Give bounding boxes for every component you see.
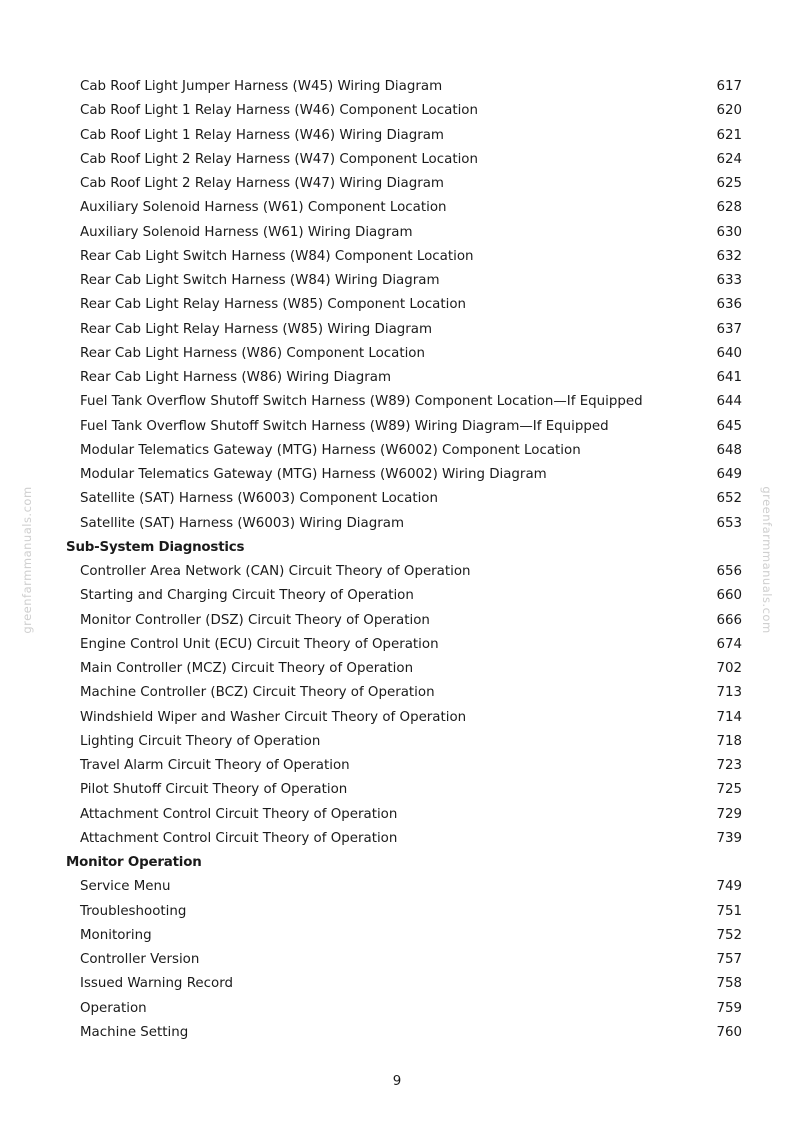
entry-page-number: 713: [716, 685, 742, 701]
entry-page-number: 620: [716, 103, 742, 119]
entry-page-number: 641: [716, 370, 742, 385]
entry-title: Cab Roof Light 2 Relay Harness (W47) Wiring Diagram: [80, 176, 444, 191]
entry-title: Engine Control Unit (ECU) Circuit Theory of Operation: [80, 636, 439, 652]
toc-entry[interactable]: [0, 390, 794, 414]
entry-page-number: 666: [716, 612, 742, 628]
toc-entry[interactable]: [0, 706, 794, 730]
toc-entry[interactable]: [0, 172, 794, 196]
entry-page-number: 645: [716, 418, 742, 434]
toc-entry[interactable]: [0, 342, 794, 366]
entry-page-number: 649: [716, 467, 742, 482]
entry-page-number: 636: [716, 297, 742, 313]
entry-page-number: 757: [716, 952, 742, 967]
entry-title: Cab Roof Light 2 Relay Harness (W47) Component Location: [80, 151, 478, 167]
entry-page-number: 640: [716, 345, 742, 361]
entry-page-number: 752: [716, 927, 742, 943]
entry-page-number: 749: [716, 879, 742, 895]
toc-entry[interactable]: [0, 366, 794, 390]
toc-entry[interactable]: [0, 124, 794, 148]
toc-entry[interactable]: [0, 948, 794, 972]
toc-entry[interactable]: [0, 269, 794, 293]
entry-page-number: 759: [716, 1000, 742, 1016]
toc-entry[interactable]: [0, 681, 794, 705]
entry-title: Service Menu: [80, 879, 171, 895]
entry-page-number: 674: [716, 636, 742, 652]
toc-entry[interactable]: [0, 657, 794, 681]
entry-page-number: 637: [716, 321, 742, 337]
toc-entry[interactable]: [0, 75, 794, 99]
entry-page-number: 617: [716, 79, 742, 94]
toc-entry[interactable]: [0, 778, 794, 802]
entry-page-number: 648: [716, 442, 742, 458]
entry-page-number: 656: [716, 564, 742, 579]
entry-title: Attachment Control Circuit Theory of Operation: [80, 806, 398, 822]
toc-entry[interactable]: [0, 900, 794, 924]
toc-entry[interactable]: [0, 221, 794, 245]
toc-entry[interactable]: [0, 245, 794, 269]
entry-title: Satellite (SAT) Harness (W6003) Component Location: [80, 491, 438, 507]
entry-title: Rear Cab Light Relay Harness (W85) Component Location: [80, 297, 467, 313]
toc-entry[interactable]: [0, 196, 794, 220]
toc-entry[interactable]: [0, 827, 794, 851]
entry-title: Satellite (SAT) Harness (W6003) Wiring Diagram: [80, 515, 404, 531]
entry-page-number: 652: [716, 491, 742, 507]
entry-title: Windshield Wiper and Washer Circuit Theory of Operation: [80, 709, 467, 725]
toc-entry[interactable]: [0, 924, 794, 948]
entry-title: Modular Telematics Gateway (MTG) Harness (W6002) Component Location: [80, 442, 581, 458]
toc-entry[interactable]: [0, 875, 794, 899]
toc-entry[interactable]: [0, 318, 794, 342]
entry-title: Auxiliary Solenoid Harness (W61) Wiring Diagram: [80, 224, 413, 240]
toc-entry[interactable]: [0, 99, 794, 123]
entry-title: Cab Roof Light 1 Relay Harness (W46) Component Location: [80, 103, 478, 119]
entry-title: Main Controller (MCZ) Circuit Theory of Operation: [80, 661, 414, 676]
toc-section-heading: [0, 851, 794, 875]
entry-title: Rear Cab Light Switch Harness (W84) Wiring Diagram: [80, 273, 440, 288]
toc-entry[interactable]: [0, 633, 794, 657]
toc-entry[interactable]: [0, 972, 794, 996]
entry-page-number: 660: [716, 588, 742, 604]
toc-entry[interactable]: [0, 463, 794, 487]
entry-page-number: 633: [716, 273, 742, 288]
toc-entry[interactable]: [0, 754, 794, 778]
toc-entry[interactable]: [0, 487, 794, 511]
entry-title: Modular Telematics Gateway (MTG) Harness (W6002) Wiring Diagram: [80, 467, 547, 482]
entry-title: Issued Warning Record: [80, 976, 233, 992]
entry-page-number: 630: [716, 224, 742, 240]
entry-title: Auxiliary Solenoid Harness (W61) Component Location: [80, 200, 447, 216]
entry-title: Controller Version: [80, 952, 200, 967]
entry-page-number: 758: [716, 976, 742, 992]
entry-title: Operation: [80, 1000, 147, 1016]
entry-page-number: 644: [716, 394, 742, 410]
entry-page-number: 718: [716, 733, 742, 749]
entry-title: Fuel Tank Overflow Shutoff Switch Harness (W89) Wiring Diagram—If Equipped: [80, 418, 609, 434]
toc-entry[interactable]: [0, 730, 794, 754]
entry-title: Fuel Tank Overflow Shutoff Switch Harness (W89) Component Location—If Equipped: [80, 394, 643, 410]
toc-entry[interactable]: [0, 512, 794, 536]
section-title: Sub-System Diagnostics: [66, 539, 245, 555]
entry-page-number: 632: [716, 248, 742, 264]
toc-section-heading: [0, 536, 794, 560]
entry-page-number: 729: [716, 806, 742, 822]
entry-title: Machine Controller (BCZ) Circuit Theory of Operation: [80, 685, 435, 701]
entry-page-number: 702: [716, 661, 742, 676]
section-title: Monitor Operation: [66, 855, 202, 870]
entry-title: Rear Cab Light Harness (W86) Component Location: [80, 345, 425, 361]
entry-title: Attachment Control Circuit Theory of Operation: [80, 830, 398, 846]
page-number: 9: [392, 1074, 402, 1089]
entry-page-number: 739: [716, 830, 742, 846]
entry-title: Cab Roof Light Jumper Harness (W45) Wiring Diagram: [80, 79, 443, 94]
entry-page-number: 723: [716, 758, 742, 773]
entry-page-number: 653: [716, 515, 742, 531]
entry-title: Rear Cab Light Switch Harness (W84) Component Location: [80, 248, 474, 264]
entry-title: Travel Alarm Circuit Theory of Operation: [80, 758, 350, 773]
entry-page-number: 628: [716, 200, 742, 216]
toc-entry[interactable]: [0, 584, 794, 608]
entry-title: Lighting Circuit Theory of Operation: [80, 733, 321, 749]
toc-entry[interactable]: [0, 439, 794, 463]
entry-title: Controller Area Network (CAN) Circuit Theory of Operation: [80, 564, 471, 579]
entry-title: Monitor Controller (DSZ) Circuit Theory of Operation: [80, 612, 430, 628]
entry-page-number: 625: [716, 176, 742, 191]
entry-title: Pilot Shutoff Circuit Theory of Operation: [80, 782, 348, 798]
watermark-left: greenfarmmanuals.com: [20, 486, 34, 634]
entry-title: Starting and Charging Circuit Theory of Operation: [80, 588, 414, 604]
table-of-contents: [0, 75, 794, 1045]
toc-entry[interactable]: [0, 609, 794, 633]
entry-title: Troubleshooting: [80, 903, 187, 919]
entry-page-number: 725: [716, 782, 742, 798]
entry-title: Rear Cab Light Relay Harness (W85) Wiring Diagram: [80, 321, 433, 337]
toc-entry[interactable]: [0, 803, 794, 827]
watermark-right: greenfarmmanuals.com: [760, 486, 774, 634]
entry-title: Rear Cab Light Harness (W86) Wiring Diagram: [80, 370, 391, 385]
toc-entry[interactable]: [0, 997, 794, 1021]
toc-entry[interactable]: [0, 148, 794, 172]
entry-title: Cab Roof Light 1 Relay Harness (W46) Wiring Diagram: [80, 127, 444, 143]
entry-title: Machine Setting: [80, 1024, 189, 1040]
toc-entry[interactable]: [0, 293, 794, 317]
toc-entry[interactable]: [0, 560, 794, 584]
entry-page-number: 751: [716, 903, 742, 919]
entry-page-number: 714: [716, 709, 742, 725]
entry-page-number: 624: [716, 151, 742, 167]
entry-title: Monitoring: [80, 927, 152, 943]
toc-entry[interactable]: [0, 1021, 794, 1045]
entry-page-number: 760: [716, 1024, 742, 1040]
entry-page-number: 621: [716, 127, 742, 143]
toc-entry[interactable]: [0, 415, 794, 439]
